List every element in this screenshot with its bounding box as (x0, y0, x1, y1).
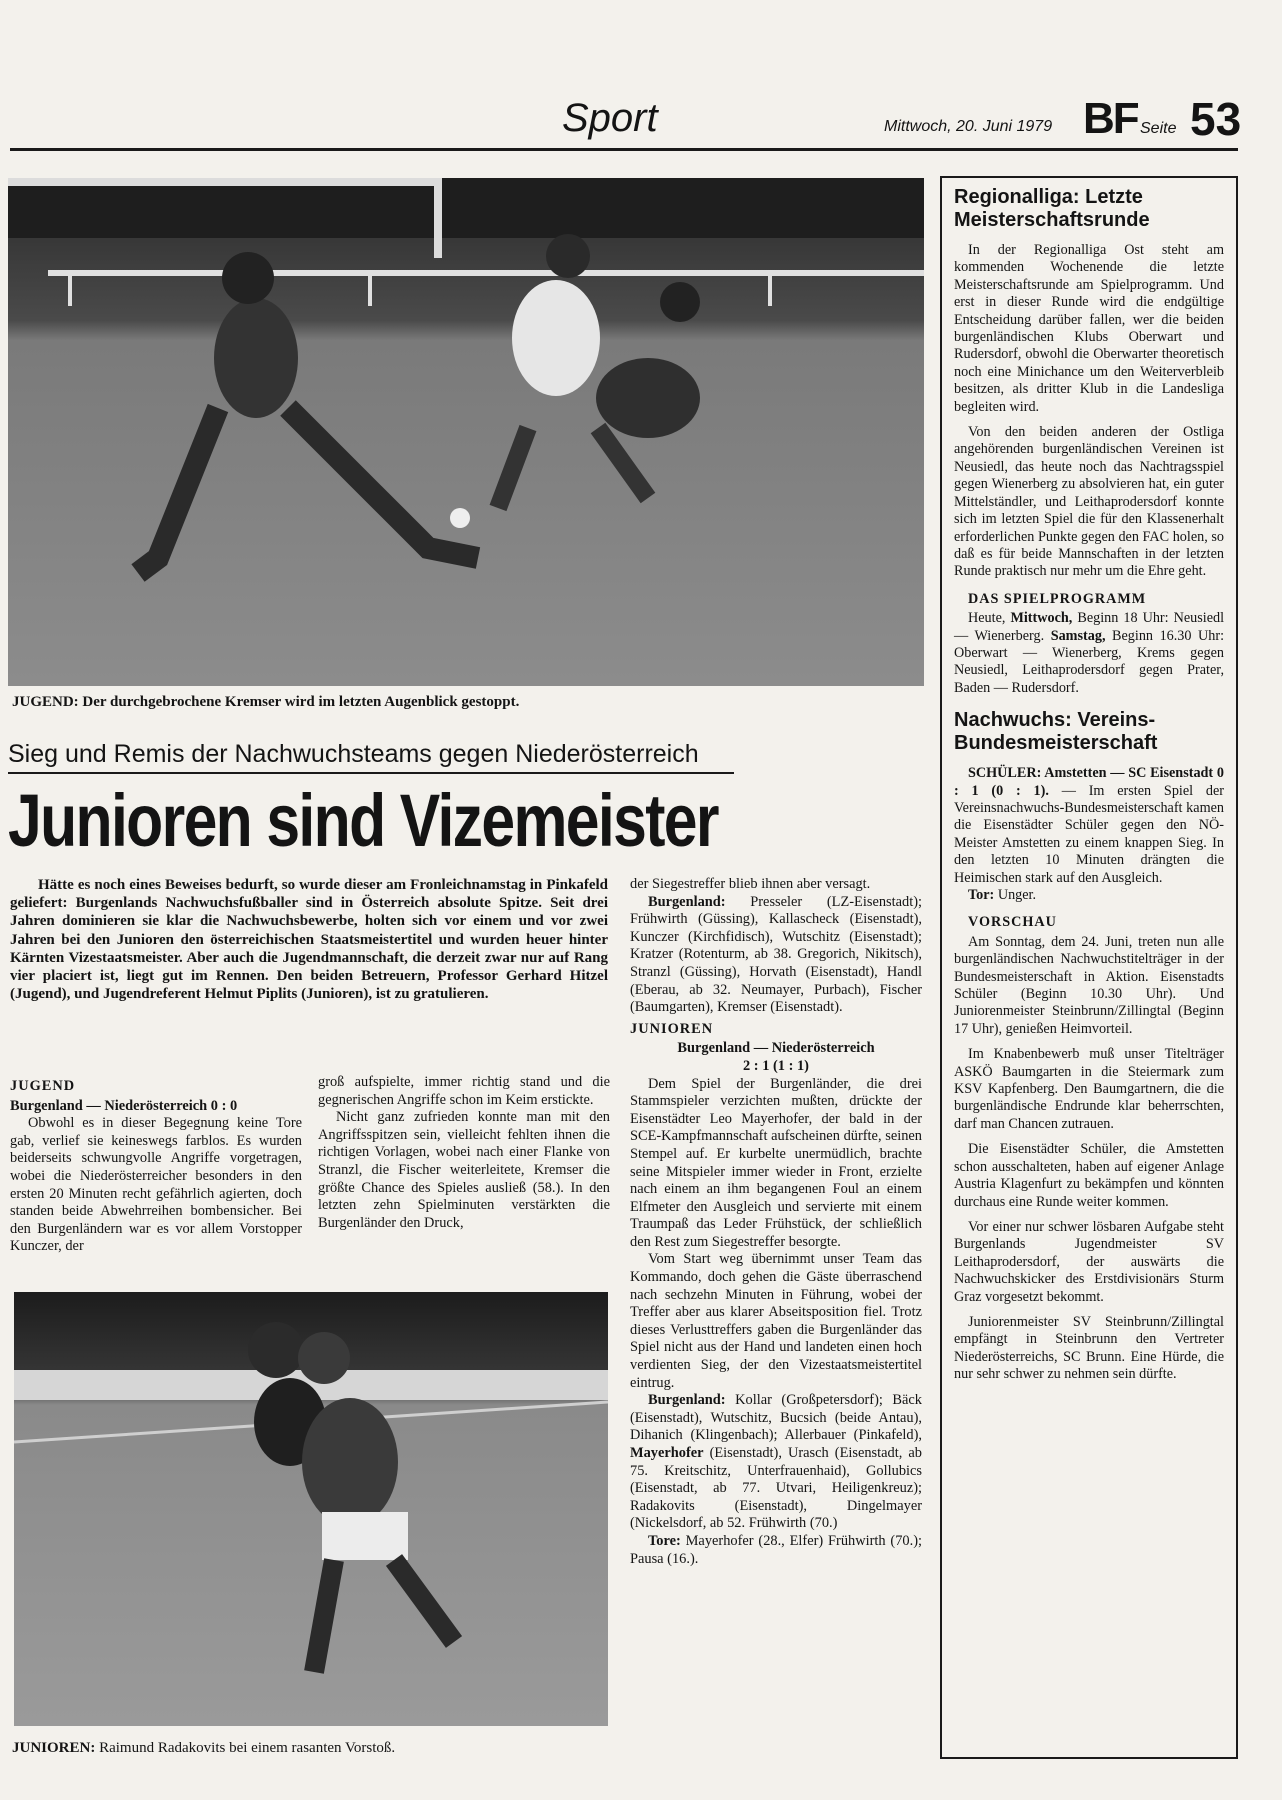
sidebar-heading-regionalliga: Regionalliga: Letzte Meisterschaftsrunde (954, 186, 1150, 231)
photo-caption-top (12, 694, 519, 711)
schedule-part: Heute, (968, 610, 1006, 627)
paragraph: Am Sonntag, dem 24. Juni, treten nun alle burgenländischen Nachwuchstitelträger in der Bundesmeisterschaft in Aktion. Eisenstadts Schüler (Beginn 10.30 Uhr). Und Juniorenmeister Steinbrunn/Zillingtal (Beginn 17 Uhr), genießen Heimvorteil. (954, 933, 1224, 1037)
caption-text: Der durchgebrochene Kremser wird im letzten Augenblick gestoppt. (82, 694, 520, 710)
article-column-3 (630, 876, 922, 1758)
subhead-vorschau: VORSCHAU (968, 914, 1057, 931)
schedule-day: Mittwoch, (1010, 610, 1073, 627)
section-subhead-jugend: JUGEND (10, 1078, 76, 1094)
caption-label: JUNIOREN: (12, 1740, 96, 1756)
paragraph: Vor einer nur schwer lösbaren Aufgabe steht Burgenlands Jugendmeister SV Leithaprodersdorf, der auswärts die Nachwuchskicker des Erstdivisionärs Sturm Graz vorgesetzt bekommt. (954, 1218, 1224, 1305)
paragraph: In der Regionalliga Ost steht am kommenden Wochenende die letzte Meisterschaftsrunde am Spielprogramm. Und erst in dieser Runde wird die endgültige Entscheidung darüber fallen, wer die beiden burgenländischen Klubs Oberwart und Rudersdorf, obwohl die Oberwarter theoretisch noch eine Minichance um den Weiterverbleib besitzen, als dritter Klub in die Landesliga begleiten wird. (954, 242, 1224, 415)
paragraph: Vom Start weg übernimmt unser Team das Kommando, doch gehen die Gäste überraschend nach sechzehn Minuten in Führung, wobei der Treffer aber aus klarer Abseitsposition fiel. Trotz dieses Verlusttreffers gaben die Burgenländer das Spiel nicht aus der Hand und landeten einen hoch verdienten Sieg, der den Vizestaatsmeistertitel eintrug. (630, 1251, 922, 1391)
goals-text: Mayerhofer (28., Elfer) Frühwirth (70.); Pausa (16.). (630, 1532, 922, 1567)
paragraph: Nicht ganz zufrieden konnte man mit den Angriffsspitzen sein, vielleicht fehlten ihnen die richtigen Vorlagen, wobei nach einer Flanke von Stranzl, die Fischer weiterleitete, Kremser die größte Chance des Spieles ausließ (58.). In den letzten zehn Spielminuten verstärkten die Burgenländer den Druck, (318, 1109, 610, 1231)
section-subhead-junioren: JUNIOREN (630, 1020, 714, 1037)
schueler-result: SCHÜLER: Amstetten — SC Eisenstadt 0 : 1 (0 : 1). (954, 765, 1224, 799)
lineup-label: Burgenland: (648, 1392, 726, 1409)
page-label: Seite (1140, 120, 1177, 137)
article-kicker: Sieg und Remis der Nachwuchsteams gegen Niederösterreich (8, 740, 699, 768)
paragraph: Juniorenmeister SV Steinbrunn/Zillingtal empfängt in Steinbrunn den Vertreter Niederösterreichs, SC Brunn. Eine Hürde, die nur sehr schwer zu nehmen sein dürfte. (954, 1313, 1224, 1383)
issue-date: Mittwoch, 20. Juni 1979 (884, 118, 1053, 135)
football-photo-junior (14, 1292, 608, 1726)
caption-text: Raimund Radakovits bei einem rasanten Vorstoß. (99, 1740, 396, 1756)
lineup-label: Burgenland: (648, 893, 726, 910)
paragraph: groß aufspielte, immer richtig stand und die gegnerischen Angriffe schon im Keim erstickte. (318, 1074, 610, 1108)
header-rule (10, 148, 1238, 151)
match-result-jugend: Burgenland — Niederösterreich 0 : 0 (10, 1097, 238, 1114)
newspaper-logo: BF (1083, 94, 1138, 143)
photo-caption-bottom (12, 1740, 395, 1757)
article-headline: Junioren sind Vizemeister (8, 779, 718, 862)
match-score-junioren: 2 : 1 (1 : 1) (743, 1057, 809, 1074)
lineup-highlight-name: Mayerhofer (630, 1445, 704, 1461)
sidebar-text-regionalliga (954, 242, 1224, 697)
paragraph: Dem Spiel der Burgenländer, die drei Stammspieler verzichten mußten, drückte der Eisenstädter Leo Mayerhofer, der bald in der SCE-Kampfmannschaft aufscheinen dürfte, seinen Stempel auf. Er kurbelte unermüdlich, brachte seine Mitspieler immer wieder in Front, erzielte nach einem an ihm begangenen Foul an einem Elfmeter den Ausgleich und servierte mit einem Traumpaß das Leder Frühstück, der schließlich den Rest zum Siegestreffer besorgte. (630, 1075, 922, 1250)
article-lead: Hätte es noch eines Beweises bedurft, so wurde dieser am Fronleichnamstag in Pinkafeld geliefert: Burgenlands Nachwuchsfußballer sind in Österreich absolute Spitze. Seit drei Jahren dominieren sie klar die Nachwuchsbewerbe, holten sich vor einem und vor zwei Jahren bei den Junioren den österreichischen Staatsmeistertitel und wurden heuer hinter Kärnten Vizestaatsmeister. Aber auch die Jugendmannschaft, die derzeit zwar nur auf Rang vier placiert ist, liegt gut im Rennen. Den beiden Betreuern, Professor Gerhard Hitzel (Jugend), und Jugendreferent Helmut Piplits (Junioren), ist zu gratulieren. (10, 877, 608, 1003)
article-column-1 (10, 1074, 302, 1284)
section-title: Sport (562, 96, 658, 140)
football-photo-youth (8, 178, 924, 686)
schedule-part: Beginn 16.30 Uhr: Oberwart — Wienerberg, Krems gegen Neusiedl, Leithaprodersdorf gegen Prater, Baden — Rudersdorf. (954, 627, 1225, 696)
kicker-rule (8, 772, 734, 774)
subhead-spielprogramm: DAS SPIELPROGRAMM (968, 590, 1147, 607)
match-teams-junioren: Burgenland — Niederösterreich (677, 1040, 875, 1057)
lineup-junioren-b: (Eisenstadt), Urasch (Eisenstadt, ab 75. Kreitschitz, Unterfrauenhaid), Gollubics (Eisenstadt, ab 77. Utvari, Heiligenkreuz); Radakovits (Eisenstadt), Dingelmayer (Nickelsdorf, ab 52. Frühwirth (70.) (630, 1445, 922, 1532)
goal-text: Unger. (997, 887, 1037, 903)
schueler-text: — Im ersten Spiel der Vereinsnachwuchs-Bundesmeisterschaft kamen die Eisenstädter Schüler gegen den NÖ-Meister Amstetten zu einem knappen Sieg. In den letzten 10 Minuten drängten die Heimischen stark auf den Ausgleich. (954, 782, 1225, 886)
paragraph: Die Eisenstädter Schüler, die Amstetten schon ausschalteten, haben auf eigener Anlage Austria Klagenfurt zu bekämpfen und könnten durchaus eine Runde weiter kommen. (954, 1141, 1224, 1210)
schedule-day: Samstag, (1050, 627, 1106, 644)
paragraph: Obwohl es in dieser Begegnung keine Tore gab, verlief sie keineswegs farblos. Es wurden beiderseits schwungvolle Angriffe vorgetragen, wobei die Niederösterreicher besonders in den ersten 20 Minuten recht gefährlich agierten, doch standen beide Abwehrreihen bombensicher. Bei den Burgenländern war es vor allem Vorstopper Kunczer, der (10, 1115, 302, 1255)
sidebar-heading-nachwuchs: Nachwuchs: Vereins-Bundesmeisterschaft (954, 709, 1158, 755)
goals-label: Tore: (648, 1532, 681, 1549)
sidebar-box (940, 176, 1238, 1759)
lineup-jugend: Presseler (LZ-Eisenstadt); Frühwirth (Güssing), Kallascheck (Eisenstadt), Kunczer (Kirchfidisch), Wutschitz (Eisenstadt); Kratzer (Rotenturm, ab 38. Gregorich, Nikitsch), Stranzl (Güssing), Horvath (Eisenstadt), Handl (Eberau, ab 32. Neumayer, Purbach), Fischer (Baumgarten), Kremser (Eisenstadt). (630, 893, 922, 1016)
caption-label: JUGEND: (12, 694, 79, 710)
paragraph: Von den beiden anderen der Ostliga angehörenden burgenländischen Vereinen ist Neusiedl, das heute noch das Nachtragsspiel gegen Wienerberg zu absolvieren hat, ein guter Mittelständler, und Leithaprodersdorf konnte sich im letzten Spiel die für den Klassenerhalt erforderlichen Punkte gegen den FAC holen, so daß es für beide Mannschaften in der letzten Runde praktisch nur mehr um die Ehre geht. (954, 424, 1224, 580)
article-column-2 (318, 1074, 610, 1284)
sidebar-text-nachwuchs (954, 765, 1224, 1383)
schedule-part: Beginn 18 Uhr: Neusiedl — Wienerberg. (954, 610, 1225, 644)
goal-label: Tor: (968, 887, 995, 903)
page-number: 53 (1190, 93, 1242, 145)
schedule-text (954, 610, 1224, 697)
photo-youth-match (8, 178, 924, 686)
paragraph: Im Knabenbewerb muß unser Titelträger ASKÖ Baumgarten in die Steiermark zum KSV Kapfenberg. Den Baumgartnern, die die burgenländische Endrunde klar beherrschten, darf man Chancen zutrauen. (954, 1046, 1224, 1132)
lineup-junioren-a: Kollar (Großpetersdorf); Bäck (Eisenstadt), Wutschitz, Bucsich (beide Antau), Dihanich (Klingenbach); Allerbauer (Pinkafeld), (630, 1392, 922, 1444)
photo-junior-match (14, 1292, 608, 1726)
paragraph: der Siegestreffer blieb ihnen aber versagt. (630, 876, 871, 892)
